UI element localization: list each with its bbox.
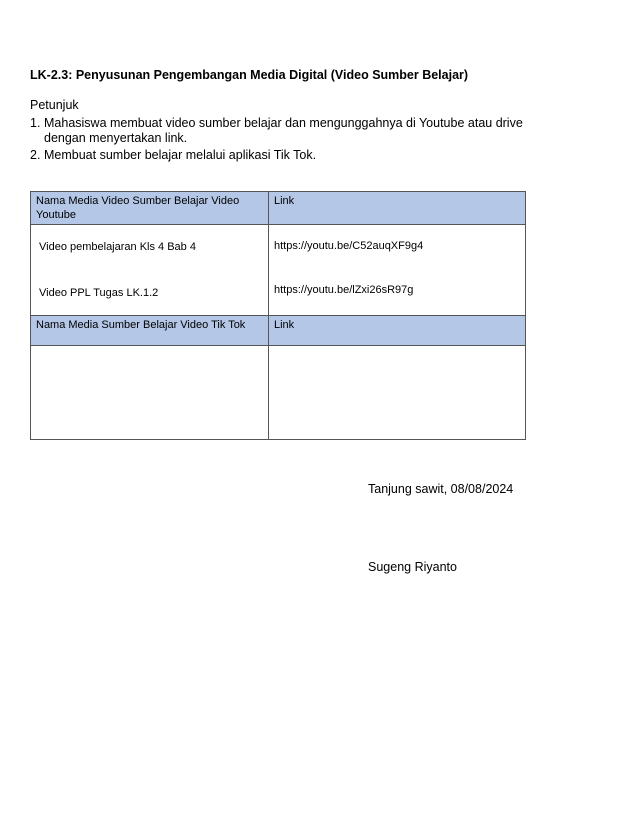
instruction-item [30, 148, 540, 163]
tiktok-name-header: Nama Media Sumber Belajar Video Tik Tok [31, 316, 269, 346]
signature-place-date: Tanjung sawit, 08/08/2024 [368, 482, 514, 496]
youtube-video-link[interactable]: https://youtu.be/C52auqXF9g4 [274, 240, 424, 252]
instruction-number: 1. [30, 116, 41, 130]
youtube-header-row [31, 192, 526, 225]
youtube-video-name: Video PPL Tugas LK.1.2 [39, 287, 159, 299]
tiktok-data-row [31, 346, 526, 440]
youtube-link-cell [269, 225, 526, 316]
signature-name: Sugeng Riyanto [368, 560, 457, 574]
youtube-name-cell [31, 225, 269, 316]
youtube-video-link[interactable]: https://youtu.be/lZxi26sR97g [274, 284, 414, 296]
tiktok-header-row [31, 316, 526, 346]
instruction-item [30, 116, 540, 146]
tiktok-link-cell [269, 346, 526, 440]
document-title: LK-2.3: Penyusunan Pengembangan Media Digital (Video Sumber Belajar) [30, 68, 469, 82]
youtube-name-header: Nama Media Video Sumber Belajar Video Youtube [31, 192, 269, 225]
tiktok-name-cell [31, 346, 269, 440]
youtube-video-name: Video pembelajaran Kls 4 Bab 4 [39, 241, 196, 253]
instructions-list [30, 116, 540, 165]
instruction-number: 2. [30, 148, 41, 162]
instruction-text: Membuat sumber belajar melalui aplikasi Tik Tok. [44, 148, 317, 162]
youtube-link-header: Link [269, 192, 526, 225]
instruction-text: Mahasiswa membuat video sumber belajar dan mengunggahnya di Youtube atau drive dengan menyertakan link. [44, 116, 523, 145]
media-table [30, 191, 526, 440]
instructions-heading: Petunjuk [30, 98, 79, 112]
youtube-data-row [31, 225, 526, 316]
tiktok-link-header: Link [269, 316, 526, 346]
